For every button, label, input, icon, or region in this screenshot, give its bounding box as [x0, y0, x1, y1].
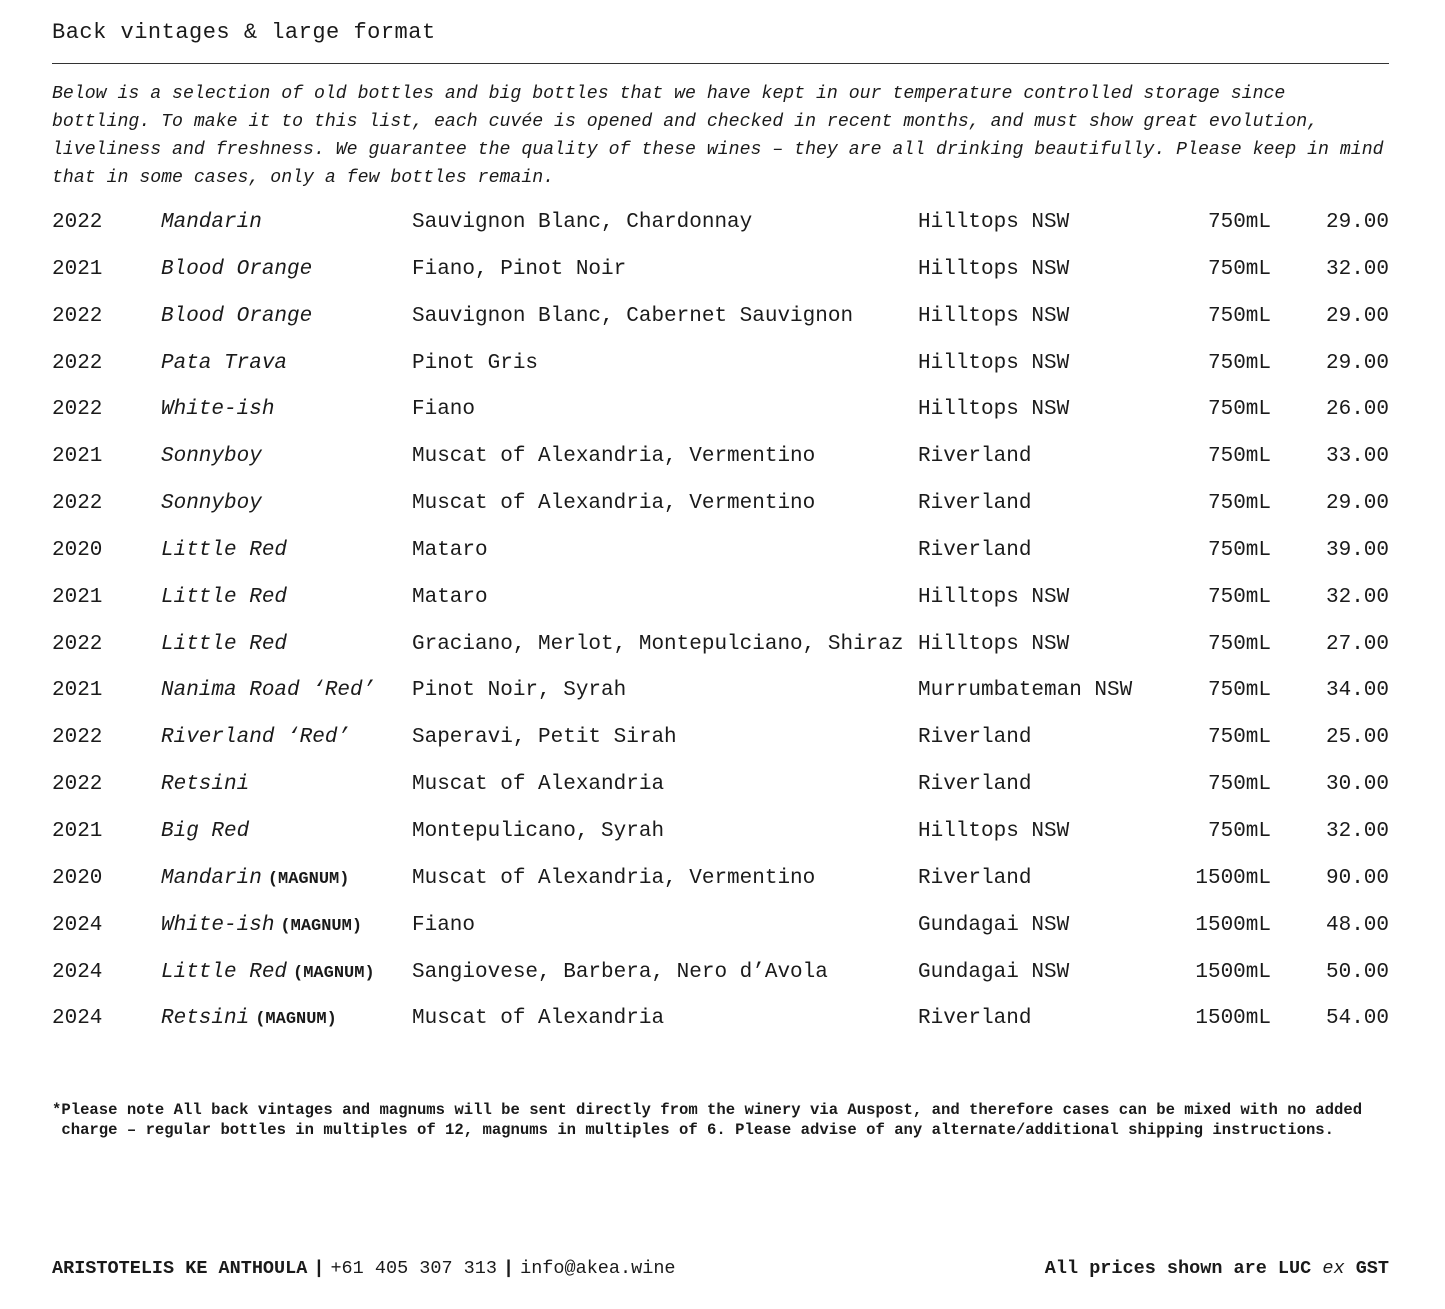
wine-price: 25.00	[1325, 726, 1389, 750]
wine-format-tag: (MAGNUM)	[293, 963, 375, 983]
wine-row	[52, 388, 1389, 435]
wine-year: 2022	[52, 632, 103, 656]
wine-region: Hilltops NSW	[918, 585, 1070, 609]
wine-name	[161, 867, 349, 890]
wine-volume: 1500mL	[1195, 866, 1271, 890]
wine-price: 34.00	[1325, 679, 1389, 703]
wine-list	[52, 201, 1389, 1044]
wine-row	[52, 248, 1389, 295]
wine-row	[52, 435, 1389, 482]
wine-name	[161, 586, 287, 609]
wine-row	[52, 295, 1389, 342]
wine-name	[161, 679, 375, 702]
wine-grapes: Muscat of Alexandria, Vermentino	[412, 866, 816, 890]
wine-name	[161, 1007, 337, 1030]
wine-name-text: Little Red	[161, 632, 288, 656]
wine-year: 2021	[52, 679, 103, 703]
wine-row	[52, 342, 1389, 389]
wine-year: 2021	[52, 257, 103, 281]
wine-name-text: Pata Trava	[161, 351, 288, 375]
wine-volume: 750mL	[1207, 585, 1271, 609]
wine-row	[52, 482, 1389, 529]
wine-price: 32.00	[1325, 585, 1389, 609]
page-title: Back vintages & large format	[52, 20, 436, 45]
wine-name	[161, 211, 262, 234]
wine-year: 2024	[52, 1007, 103, 1031]
wine-row	[52, 576, 1389, 623]
wine-region: Riverland	[918, 445, 1032, 469]
wine-name	[161, 305, 312, 328]
wine-year: 2022	[52, 726, 103, 750]
wine-name-text: Mandarin	[161, 211, 262, 234]
title-divider	[52, 63, 1389, 64]
wine-region: Riverland	[918, 492, 1032, 516]
wine-price: 48.00	[1325, 913, 1389, 937]
prices-note-gst: GST	[1355, 1258, 1389, 1279]
wine-year: 2021	[52, 585, 103, 609]
wine-year: 2020	[52, 538, 103, 562]
wine-grapes: Muscat of Alexandria, Vermentino	[412, 492, 816, 516]
wine-region: Hilltops NSW	[918, 257, 1070, 281]
wine-name	[161, 961, 375, 984]
wine-region: Gundagai NSW	[918, 913, 1070, 937]
wine-name	[161, 773, 249, 796]
wine-name	[161, 398, 274, 421]
wine-price: 30.00	[1325, 773, 1389, 797]
wine-format-tag: (MAGNUM)	[280, 916, 363, 936]
wine-row	[52, 857, 1389, 904]
wine-price: 29.00	[1325, 492, 1389, 516]
wine-row	[52, 669, 1389, 716]
wine-row	[52, 201, 1389, 248]
wine-name	[161, 539, 287, 562]
wine-name-text: Nanima Road ‘Red’	[161, 679, 376, 703]
wine-name	[161, 820, 249, 843]
wine-name	[161, 914, 362, 937]
wine-name	[161, 445, 262, 468]
wine-volume: 750mL	[1207, 632, 1271, 656]
wine-region: Riverland	[918, 1007, 1032, 1031]
wine-price: 29.00	[1325, 304, 1389, 328]
wine-volume: 750mL	[1207, 538, 1271, 562]
wine-price: 39.00	[1325, 538, 1389, 562]
wine-region: Hilltops NSW	[918, 304, 1070, 328]
wine-row	[52, 716, 1389, 763]
wine-volume: 1500mL	[1195, 913, 1271, 937]
wine-name-text: Riverland ‘Red’	[161, 726, 351, 750]
wine-format-tag: (MAGNUM)	[267, 869, 350, 889]
wine-region: Hilltops NSW	[918, 819, 1070, 843]
footer-separator: |	[502, 1258, 515, 1279]
footer-separator: |	[313, 1258, 325, 1279]
wine-region: Hilltops NSW	[918, 632, 1070, 656]
wine-region: Gundagai NSW	[918, 960, 1070, 984]
wine-name-text: Little Red	[161, 585, 288, 609]
wine-name-text: Blood Orange	[161, 304, 313, 328]
contact-email[interactable]: info@akea.wine	[520, 1258, 676, 1279]
wine-name-text: Little Red	[161, 538, 288, 562]
wine-year: 2024	[52, 960, 103, 984]
wine-grapes: Mataro	[412, 585, 488, 609]
wine-volume: 750mL	[1207, 398, 1271, 422]
wine-region: Murrumbateman NSW	[918, 679, 1133, 703]
wine-volume: 750mL	[1207, 726, 1271, 750]
wine-row	[52, 997, 1389, 1044]
wine-grapes: Sangiovese, Barbera, Nero d’Avola	[412, 960, 828, 984]
wine-volume: 750mL	[1207, 679, 1271, 703]
wine-price: 33.00	[1325, 445, 1389, 469]
wine-grapes: Fiano	[412, 398, 476, 422]
wine-name-text: Sonnyboy	[161, 492, 262, 516]
wine-region: Hilltops NSW	[918, 211, 1070, 234]
wine-name	[161, 726, 350, 749]
wine-grapes: Pinot Noir, Syrah	[412, 679, 627, 703]
wine-region: Riverland	[918, 538, 1032, 562]
wine-grapes: Sauvignon Blanc, Cabernet Sauvignon	[412, 304, 854, 328]
wine-volume: 750mL	[1207, 257, 1271, 281]
wine-price: 50.00	[1325, 960, 1389, 984]
wine-name-text: White-ish	[161, 913, 275, 937]
wine-price: 54.00	[1325, 1007, 1389, 1031]
wine-price: 90.00	[1325, 866, 1389, 890]
wine-grapes: Sauvignon Blanc, Chardonnay	[412, 211, 753, 234]
wine-price: 29.00	[1325, 211, 1389, 234]
wine-grapes: Muscat of Alexandria	[412, 1007, 665, 1031]
wine-name-text: Mandarin	[161, 866, 262, 890]
wine-name-text: White-ish	[161, 398, 275, 422]
wine-year: 2021	[52, 445, 103, 469]
wine-grapes: Fiano	[412, 913, 476, 937]
wine-year: 2022	[52, 304, 103, 328]
wine-row	[52, 951, 1389, 998]
wine-row	[52, 904, 1389, 951]
wine-name	[161, 633, 287, 656]
wine-price: 29.00	[1325, 351, 1389, 375]
wine-volume: 750mL	[1207, 304, 1271, 328]
wine-year: 2020	[52, 866, 103, 890]
wine-year: 2022	[52, 773, 103, 797]
wine-price: 27.00	[1325, 632, 1389, 656]
wine-format-tag: (MAGNUM)	[255, 1010, 337, 1030]
contact-phone[interactable]: +61 405 307 313	[330, 1258, 497, 1279]
wine-volume: 750mL	[1207, 492, 1271, 516]
wine-year: 2024	[52, 913, 103, 937]
wine-volume: 750mL	[1207, 773, 1271, 797]
wine-year: 2022	[52, 351, 103, 375]
wine-name	[161, 258, 312, 281]
wine-row	[52, 623, 1389, 670]
wine-grapes: Graciano, Merlot, Montepulciano, Shiraz	[412, 632, 904, 656]
shipping-footnote: *Please note All back vintages and magnums will be sent directly from the winery via Auspost, and therefore cases can be mixed with no added charge – regular bottles in multiples of 12, magnums in multiples of 6. Please advise of any alternate/additional shipping instructions.	[52, 1101, 1363, 1139]
wine-grapes: Fiano, Pinot Noir	[412, 257, 627, 281]
wine-name-text: Retsini	[161, 773, 250, 797]
wine-volume: 750mL	[1207, 211, 1271, 234]
wine-grapes: Muscat of Alexandria	[412, 773, 665, 797]
wine-name-text: Sonnyboy	[161, 445, 262, 469]
wine-volume: 750mL	[1207, 351, 1271, 375]
contact-name: ARISTOTELIS KE ANTHOULA	[52, 1258, 308, 1279]
wine-volume: 750mL	[1207, 819, 1271, 843]
wine-grapes: Muscat of Alexandria, Vermentino	[412, 445, 816, 469]
wine-grapes: Mataro	[412, 538, 488, 562]
wine-price: 32.00	[1325, 257, 1389, 281]
wine-year: 2022	[52, 492, 103, 516]
wine-year: 2022	[52, 211, 103, 234]
wine-price: 32.00	[1325, 819, 1389, 843]
wine-name-text: Little Red	[161, 960, 288, 984]
wine-grapes: Saperavi, Petit Sirah	[412, 726, 677, 750]
wine-volume: 1500mL	[1195, 1007, 1271, 1031]
wine-region: Hilltops NSW	[918, 398, 1070, 422]
intro-paragraph: Below is a selection of old bottles and big bottles that we have kept in our temperature controlled storage since bottling. To make it to this list, each cuvée is opened and checked in recent months, and must show great evolution, liveliness and freshness. We guarantee the quality of these wines – they are all drinking beautifully. Please keep in mind that in some cases, only a few bottles remain.	[52, 84, 1384, 188]
prices-note-text: All prices shown are LUC	[1044, 1258, 1312, 1279]
wine-grapes: Pinot Gris	[412, 351, 539, 375]
wine-price: 26.00	[1325, 398, 1389, 422]
wine-row	[52, 763, 1389, 810]
contact-footer	[52, 1258, 676, 1279]
wine-row	[52, 529, 1389, 576]
wine-region: Hilltops NSW	[918, 351, 1070, 375]
wine-name-text: Retsini	[161, 1007, 250, 1031]
wine-grapes: Montepulicano, Syrah	[412, 819, 665, 843]
wine-name	[161, 492, 262, 515]
wine-year: 2021	[52, 819, 103, 843]
wine-region: Riverland	[918, 726, 1032, 750]
wine-row	[52, 810, 1389, 857]
prices-note-ex: ex	[1322, 1258, 1345, 1279]
wine-volume: 1500mL	[1195, 960, 1271, 984]
wine-year: 2022	[52, 398, 103, 422]
wine-name	[161, 352, 287, 375]
wine-region: Riverland	[918, 866, 1032, 890]
wine-region: Riverland	[918, 773, 1032, 797]
wine-name-text: Big Red	[161, 819, 250, 843]
wine-volume: 750mL	[1207, 445, 1271, 469]
prices-note	[1045, 1258, 1389, 1279]
wine-name-text: Blood Orange	[161, 257, 313, 281]
